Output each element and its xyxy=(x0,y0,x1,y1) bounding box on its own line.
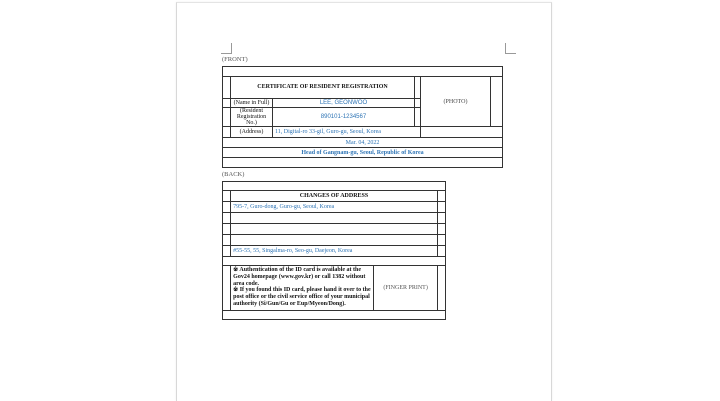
notice-text xyxy=(231,266,374,311)
issuer-line: Head of Gangnam-gu, Seoul, Republic of Korea xyxy=(223,148,503,158)
crop-mark-top-right xyxy=(505,43,516,54)
crop-mark-top-left xyxy=(221,43,232,54)
address-change-row xyxy=(231,224,438,235)
address-value: 11, Digital-ro 33-gil, Guro-gu, Seoul, Korea xyxy=(273,127,421,138)
blank-row xyxy=(223,257,446,266)
back-card-table xyxy=(222,181,446,320)
blank-row xyxy=(223,67,503,77)
fingerprint-box: (FINGER PRINT) xyxy=(374,266,437,311)
address-label: (Address) xyxy=(231,127,273,138)
name-label: (Name in Full) xyxy=(231,99,273,108)
document-page xyxy=(176,2,552,401)
blank-row xyxy=(223,182,446,191)
name-value: LEE, GEONWOO xyxy=(273,99,415,108)
notice-authentication: ※ Authentication of the ID card is available at the Gov24 homepage (www.gov.kr) or call 1382 without area code. xyxy=(233,267,366,287)
blank-row xyxy=(223,311,446,320)
back-label: (BACK) xyxy=(222,171,245,178)
changes-of-address-title: CHANGES OF ADDRESS xyxy=(231,191,438,202)
address-change-row xyxy=(231,235,438,246)
issue-date: Mar. 04, 2022 xyxy=(223,138,503,148)
blank-row xyxy=(223,158,503,168)
address-change-row xyxy=(231,213,438,224)
front-label: (FRONT) xyxy=(222,56,248,63)
address-change-row: #55-55, 55, Singalma-ro, Seo-gu, Daejeon, Korea xyxy=(231,246,438,257)
rrn-value: 890101-1234567 xyxy=(273,108,415,127)
certificate-title: CERTIFICATE OF RESIDENT REGISTRATION xyxy=(231,77,415,99)
address-change-row: 795-7, Guro-dong, Guro-gu, Seoul, Korea xyxy=(231,202,438,213)
front-card-table xyxy=(222,66,503,168)
photo-box: (PHOTO) xyxy=(421,77,491,127)
rrn-label: (Resident Registration No.) xyxy=(231,108,273,127)
notice-lost-card: ※ If you found this ID card, please hand it over to the post office or the civil service office of your municipal authority (Si/Gun/Gu or Eup/Myeon/Dong). xyxy=(233,287,371,307)
